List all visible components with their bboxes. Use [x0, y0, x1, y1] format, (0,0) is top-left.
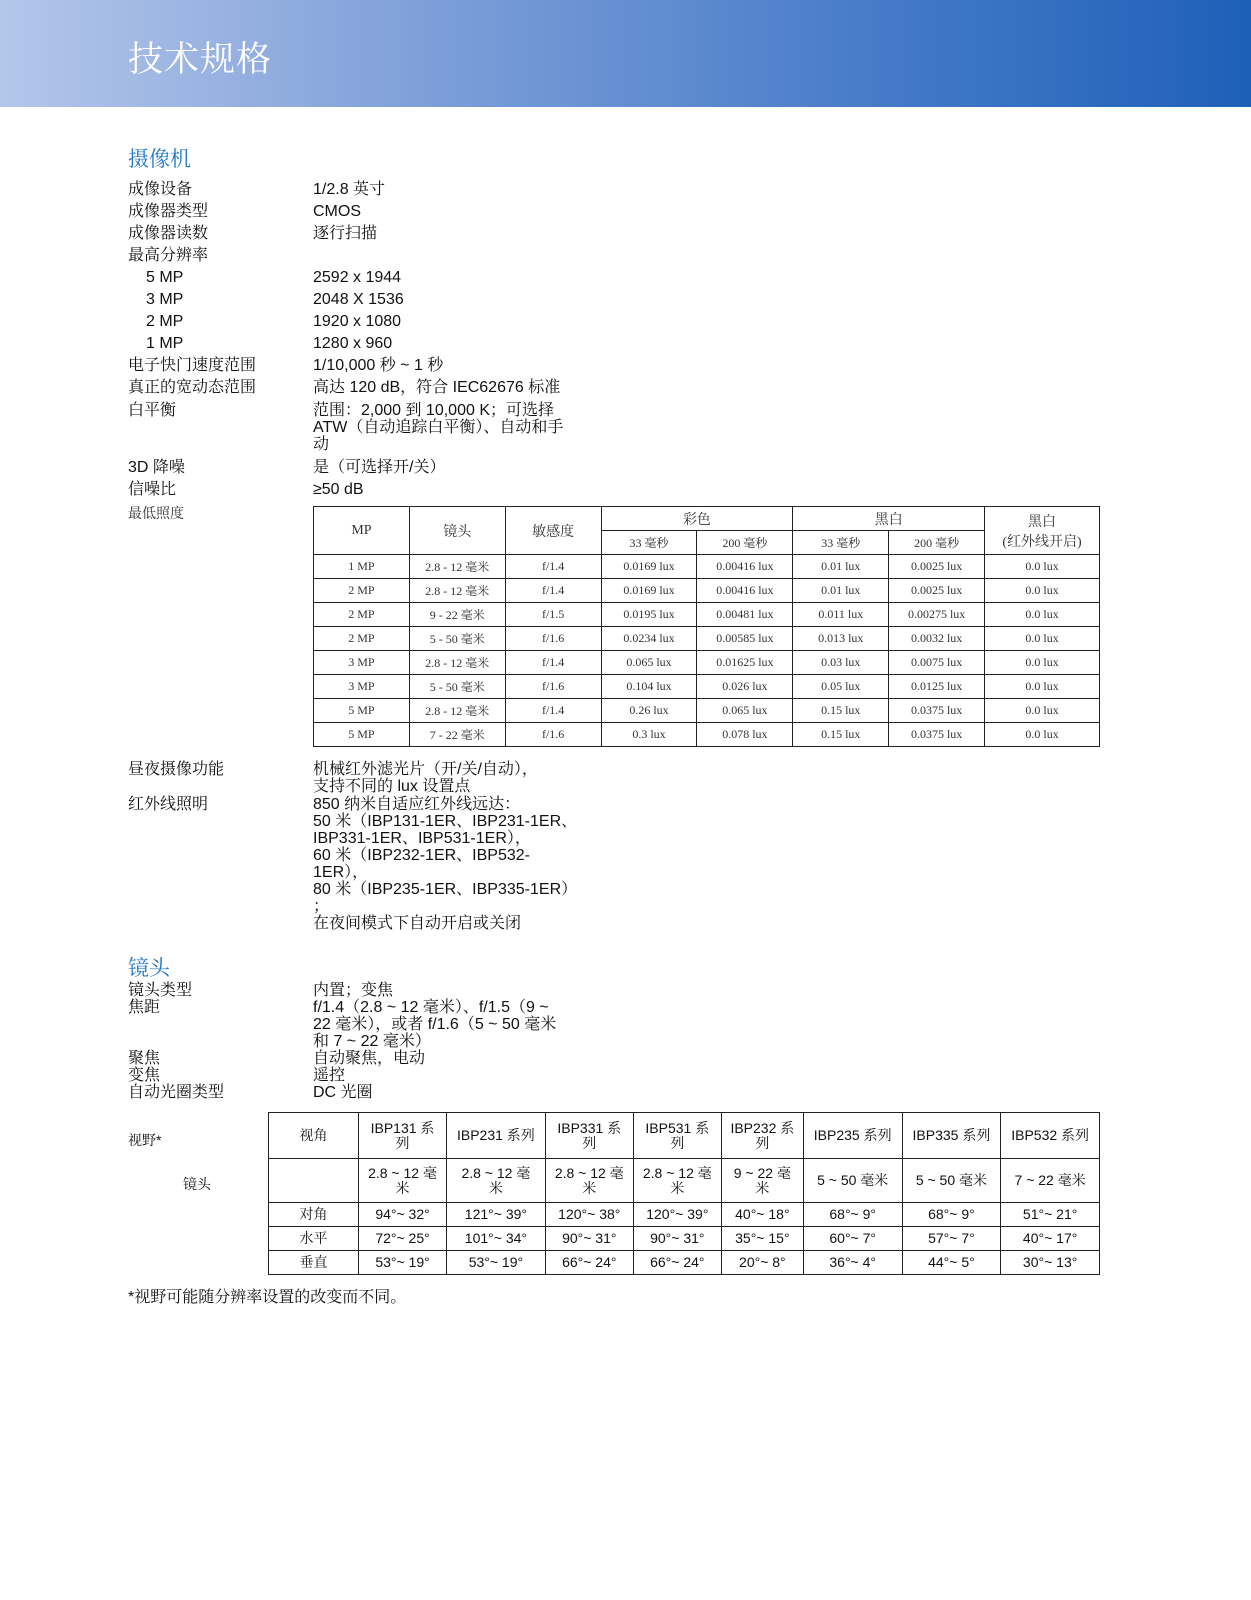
table-cell: 120°~ 38°: [545, 1203, 633, 1227]
table-row: [314, 555, 1100, 579]
fov-lens-cell-line: 2.8 ~ 12 毫: [642, 1164, 712, 1181]
table-cell: 2.8 - 12 毫米: [409, 555, 505, 579]
fov-lens-cell-line: 米: [395, 1179, 410, 1196]
table-row: [269, 1203, 1100, 1227]
table-cell: 0.05 lux: [793, 675, 889, 699]
table-cell: 0.065 lux: [601, 651, 697, 675]
table-cell: 0.00585 lux: [697, 627, 793, 651]
spec-value-line: 80 米（IBP235-1ER、IBP335-1ER）: [313, 881, 578, 898]
table-cell: 0.0 lux: [985, 651, 1100, 675]
spec-label: 信噪比: [128, 481, 177, 498]
fov-model-header-line: IBP532 系列: [1011, 1127, 1090, 1143]
table-cell: 0.0195 lux: [601, 603, 697, 627]
table-cell: 5 - 50 毫米: [409, 627, 505, 651]
section-title-camera: 摄像机: [128, 148, 191, 171]
spec-value-line: 60 米（IBP232-1ER、IBP532-: [313, 847, 530, 864]
table-cell: 0.0025 lux: [889, 555, 985, 579]
table-cell: 0.00416 lux: [697, 579, 793, 603]
table-cell: 40°~ 17°: [1001, 1227, 1100, 1251]
fov-row-name: 水平: [269, 1227, 359, 1251]
table-cell: f/1.6: [505, 675, 601, 699]
spec-value: 内置；变焦: [313, 982, 394, 999]
spec-label: 3D 降噪: [128, 459, 185, 476]
table-cell: f/1.6: [505, 627, 601, 651]
table-cell: f/1.4: [505, 579, 601, 603]
table-cell: 9 - 22 毫米: [409, 603, 505, 627]
header-200ms: 200 毫秒: [697, 531, 793, 555]
table-cell: 1 MP: [314, 555, 410, 579]
table-cell: 0.01 lux: [793, 579, 889, 603]
spec-label: 红外线照明: [128, 796, 209, 813]
spec-value-line: 和 7 ~ 22 毫米）: [313, 1033, 431, 1050]
resolution-label: 2 MP: [146, 313, 184, 330]
header-bw-ir-line: (红外线开启): [1002, 534, 1082, 550]
spec-label: 焦距: [128, 999, 161, 1016]
fov-lens-cell: [721, 1159, 803, 1203]
header-mp: MP: [314, 507, 410, 555]
spec-value: 逐行扫描: [313, 225, 378, 242]
table-cell: 35°~ 15°: [721, 1227, 803, 1251]
fov-lens-cell-line: 5 ~ 50 毫米: [817, 1172, 889, 1188]
header-sensitivity: 敏感度: [505, 507, 601, 555]
table-row: [314, 699, 1100, 723]
resolution-value: 2048 X 1536: [313, 291, 404, 308]
spec-value-line: 850 纳米自适应红外线远达：: [313, 796, 521, 813]
fov-lens-cell: [633, 1159, 721, 1203]
fov-lens-cell-line: 米: [755, 1179, 770, 1196]
table-cell: 57°~ 7°: [902, 1227, 1001, 1251]
header-bw-ir-line: 黑白: [1028, 514, 1057, 530]
spec-label: 最高分辨率: [128, 247, 209, 264]
table-cell: f/1.4: [505, 699, 601, 723]
fov-model-header: [902, 1113, 1001, 1159]
header-bw-ir: [985, 507, 1100, 555]
table-cell: 68°~ 9°: [803, 1203, 902, 1227]
table-cell: 0.026 lux: [697, 675, 793, 699]
table-cell: 2.8 - 12 毫米: [409, 579, 505, 603]
spec-label: 变焦: [128, 1067, 161, 1084]
fov-model-header: [447, 1113, 546, 1159]
table-cell: 20°~ 8°: [721, 1251, 803, 1275]
fov-angle-header: 视角: [269, 1113, 359, 1159]
resolution-label: 3 MP: [146, 291, 184, 308]
table-row: [314, 627, 1100, 651]
fov-model-header: [359, 1113, 447, 1159]
spec-value-line: 支持不同的 lux 设置点: [313, 778, 471, 795]
table-cell: 0.15 lux: [793, 699, 889, 723]
fov-model-header-line: IBP331 系: [557, 1119, 622, 1136]
fov-model-header-line: IBP335 系列: [912, 1127, 991, 1143]
table-cell: 2 MP: [314, 603, 410, 627]
table-cell: 0.0169 lux: [601, 579, 697, 603]
table-cell: 72°~ 25°: [359, 1227, 447, 1251]
fov-lens-cell-line: 米: [582, 1179, 597, 1196]
table-cell: 0.01 lux: [793, 555, 889, 579]
header-lens: 镜头: [409, 507, 505, 555]
table-cell: 66°~ 24°: [545, 1251, 633, 1275]
spec-value: 1/2.8 英寸: [313, 181, 386, 198]
table-row: [314, 651, 1100, 675]
table-cell: 36°~ 4°: [803, 1251, 902, 1275]
spec-value-line: 机械红外滤光片（开/关/自动），: [313, 761, 538, 778]
table-cell: 0.0234 lux: [601, 627, 697, 651]
spec-label: 镜头类型: [128, 982, 193, 999]
fov-lens-cell-line: 2.8 ~ 12 毫: [461, 1164, 531, 1181]
table-cell: 121°~ 39°: [447, 1203, 546, 1227]
spec-value-line: 50 米（IBP131-1ER、IBP231-1ER、: [313, 813, 578, 830]
table-cell: f/1.4: [505, 651, 601, 675]
header-200ms: 200 毫秒: [889, 531, 985, 555]
spec-value-line: 22 毫米），或者 f/1.6（5 ~ 50 毫米: [313, 1016, 557, 1033]
spec-label: 成像器读数: [128, 225, 209, 242]
fov-label: 视野*: [128, 1132, 162, 1148]
page-title: 技术规格: [128, 40, 273, 79]
table-cell: 5 MP: [314, 723, 410, 747]
table-cell: 2.8 - 12 毫米: [409, 699, 505, 723]
table-cell: 90°~ 31°: [545, 1227, 633, 1251]
fov-model-header-line: 列: [582, 1134, 597, 1151]
table-cell: f/1.4: [505, 555, 601, 579]
table-cell: 51°~ 21°: [1001, 1203, 1100, 1227]
fov-lens-cell-line: 米: [488, 1179, 503, 1196]
table-cell: 0.01625 lux: [697, 651, 793, 675]
fov-model-header: [721, 1113, 803, 1159]
spec-value: 遥控: [313, 1067, 346, 1084]
table-cell: 0.0032 lux: [889, 627, 985, 651]
spec-label: 聚焦: [128, 1050, 161, 1067]
spec-value: CMOS: [313, 203, 361, 220]
table-cell: 0.0 lux: [985, 675, 1100, 699]
table-cell: 0.26 lux: [601, 699, 697, 723]
table-cell: 30°~ 13°: [1001, 1251, 1100, 1275]
table-cell: 0.013 lux: [793, 627, 889, 651]
table-cell: 0.078 lux: [697, 723, 793, 747]
table-cell: 120°~ 39°: [633, 1203, 721, 1227]
table-cell: 53°~ 19°: [359, 1251, 447, 1275]
spec-label: 白平衡: [128, 402, 177, 419]
fov-model-header-line: IBP232 系: [730, 1119, 795, 1136]
table-cell: f/1.6: [505, 723, 601, 747]
fov-row-name: 对角: [269, 1203, 359, 1227]
table-cell: 0.065 lux: [697, 699, 793, 723]
fov-model-header-line: IBP131 系: [370, 1119, 435, 1136]
table-cell: 0.0125 lux: [889, 675, 985, 699]
fov-model-header-line: 列: [395, 1134, 410, 1151]
header-33ms: 33 毫秒: [601, 531, 697, 555]
table-row: [314, 723, 1100, 747]
header-bw: 黑白: [793, 507, 985, 531]
spec-value: DC 光圈: [313, 1084, 373, 1101]
table-cell: 60°~ 7°: [803, 1227, 902, 1251]
table-cell: 0.0 lux: [985, 723, 1100, 747]
table-cell: f/1.5: [505, 603, 601, 627]
spec-label: 成像器类型: [128, 203, 209, 220]
table-cell: 0.0075 lux: [889, 651, 985, 675]
spec-value-line: 动: [313, 436, 330, 453]
table-cell: 0.0 lux: [985, 627, 1100, 651]
table-row: [314, 579, 1100, 603]
spec-label: 真正的宽动态范围: [128, 379, 257, 396]
fov-model-header: [545, 1113, 633, 1159]
table-cell: 68°~ 9°: [902, 1203, 1001, 1227]
fov-model-header-line: IBP231 系列: [456, 1127, 535, 1143]
spec-label: 最低照度: [128, 507, 184, 522]
spec-value-line: 在夜间模式下自动开启或关闭: [313, 915, 522, 932]
spec-value: 1/10,000 秒 ~ 1 秒: [313, 357, 444, 374]
fov-lens-cell-line: 5 ~ 50 毫米: [915, 1172, 988, 1188]
table-row: [269, 1227, 1100, 1251]
fov-lens-cell-line: 9 ~ 22 毫: [733, 1164, 791, 1181]
table-cell: 0.00416 lux: [697, 555, 793, 579]
fov-model-header-line: IBP531 系: [645, 1119, 710, 1136]
spec-value-line: ；: [313, 898, 330, 915]
resolution-value: 1280 x 960: [313, 335, 393, 352]
fov-model-header-line: 列: [755, 1134, 770, 1151]
table-cell: 0.0375 lux: [889, 699, 985, 723]
table-cell: 0.0025 lux: [889, 579, 985, 603]
fov-lens-cell: [545, 1159, 633, 1203]
spec-value: 高达 120 dB，符合 IEC62676 标准: [313, 379, 561, 396]
table-cell: 3 MP: [314, 651, 410, 675]
fov-model-header: [1001, 1113, 1100, 1159]
table-row: [314, 675, 1100, 699]
spec-value: 是（可选择开/关）: [313, 459, 446, 476]
fov-lens-cell-line: 2.8 ~ 12 毫: [554, 1164, 624, 1181]
header-33ms: 33 毫秒: [793, 531, 889, 555]
fov-lens-cell-line: 米: [670, 1179, 685, 1196]
table-row: [269, 1251, 1100, 1275]
spec-label: 自动光圈类型: [128, 1084, 225, 1101]
spec-label: 电子快门速度范围: [128, 357, 257, 374]
table-cell: 0.0169 lux: [601, 555, 697, 579]
spec-value-line: IBP331-1ER、IBP531-1ER），: [313, 830, 531, 847]
header-color: 彩色: [601, 507, 793, 531]
spec-value-line: ATW（自动追踪白平衡）、自动和手: [313, 419, 564, 436]
spec-label: 成像设备: [128, 181, 193, 198]
table-cell: 5 - 50 毫米: [409, 675, 505, 699]
spec-value: 自动聚焦，电动: [313, 1050, 426, 1067]
table-cell: 2.8 - 12 毫米: [409, 651, 505, 675]
fov-lens-cell: [1001, 1159, 1100, 1203]
table-cell: 40°~ 18°: [721, 1203, 803, 1227]
table-cell: 101°~ 34°: [447, 1227, 546, 1251]
fov-lens-cell: [359, 1159, 447, 1203]
fov-lens-label: 镜头: [183, 1176, 211, 1192]
fov-model-header-line: IBP235 系列: [813, 1127, 892, 1143]
resolution-value: 2592 x 1944: [313, 269, 402, 286]
table-cell: 0.03 lux: [793, 651, 889, 675]
table-cell: 0.3 lux: [601, 723, 697, 747]
fov-lens-cell: [447, 1159, 546, 1203]
section-title-lens: 镜头: [128, 957, 170, 980]
table-cell: 0.0 lux: [985, 603, 1100, 627]
table-cell: 0.104 lux: [601, 675, 697, 699]
table-cell: 0.15 lux: [793, 723, 889, 747]
footnote: *视野可能随分辨率设置的改变而不同。: [128, 1289, 407, 1306]
table-cell: 2 MP: [314, 579, 410, 603]
table-cell: 0.00275 lux: [889, 603, 985, 627]
table-cell: 0.0 lux: [985, 555, 1100, 579]
min-illumination-table: [313, 506, 1100, 747]
table-row: [314, 603, 1100, 627]
table-cell: 5 MP: [314, 699, 410, 723]
spec-value-line: f/1.4（2.8 ~ 12 毫米）、f/1.5（9 ~: [313, 999, 549, 1016]
table-cell: 90°~ 31°: [633, 1227, 721, 1251]
fov-lens-cell-line: 7 ~ 22 毫米: [1014, 1172, 1086, 1188]
table-cell: 0.0375 lux: [889, 723, 985, 747]
table-cell: 53°~ 19°: [447, 1251, 546, 1275]
table-cell: 94°~ 32°: [359, 1203, 447, 1227]
resolution-label: 5 MP: [146, 269, 184, 286]
resolution-value: 1920 x 1080: [313, 313, 402, 330]
resolution-label: 1 MP: [146, 335, 184, 352]
table-cell: 0.011 lux: [793, 603, 889, 627]
fov-model-header: [803, 1113, 902, 1159]
table-cell: 0.0 lux: [985, 579, 1100, 603]
fov-lens-cell-line: 2.8 ~ 12 毫: [368, 1164, 437, 1181]
table-cell: 0.00481 lux: [697, 603, 793, 627]
fov-row-name: 垂直: [269, 1251, 359, 1275]
field-of-view-table: [268, 1112, 1100, 1275]
table-cell: 0.0 lux: [985, 699, 1100, 723]
table-cell: 44°~ 5°: [902, 1251, 1001, 1275]
table-cell: 2 MP: [314, 627, 410, 651]
fov-model-header: [633, 1113, 721, 1159]
table-cell: 3 MP: [314, 675, 410, 699]
fov-lens-cell: [902, 1159, 1001, 1203]
spec-label: 昼夜摄像功能: [128, 761, 225, 778]
table-cell: 66°~ 24°: [633, 1251, 721, 1275]
fov-lens-cell: [803, 1159, 902, 1203]
spec-value: ≥50 dB: [313, 481, 364, 498]
header-banner: [0, 0, 1251, 107]
spec-value-line: 范围：2,000 到 10,000 K；可选择: [313, 402, 554, 419]
table-cell: 7 - 22 毫米: [409, 723, 505, 747]
fov-model-header-line: 列: [670, 1134, 685, 1151]
spec-value-line: 1ER），: [313, 864, 369, 881]
fov-lens-empty: [269, 1159, 359, 1203]
